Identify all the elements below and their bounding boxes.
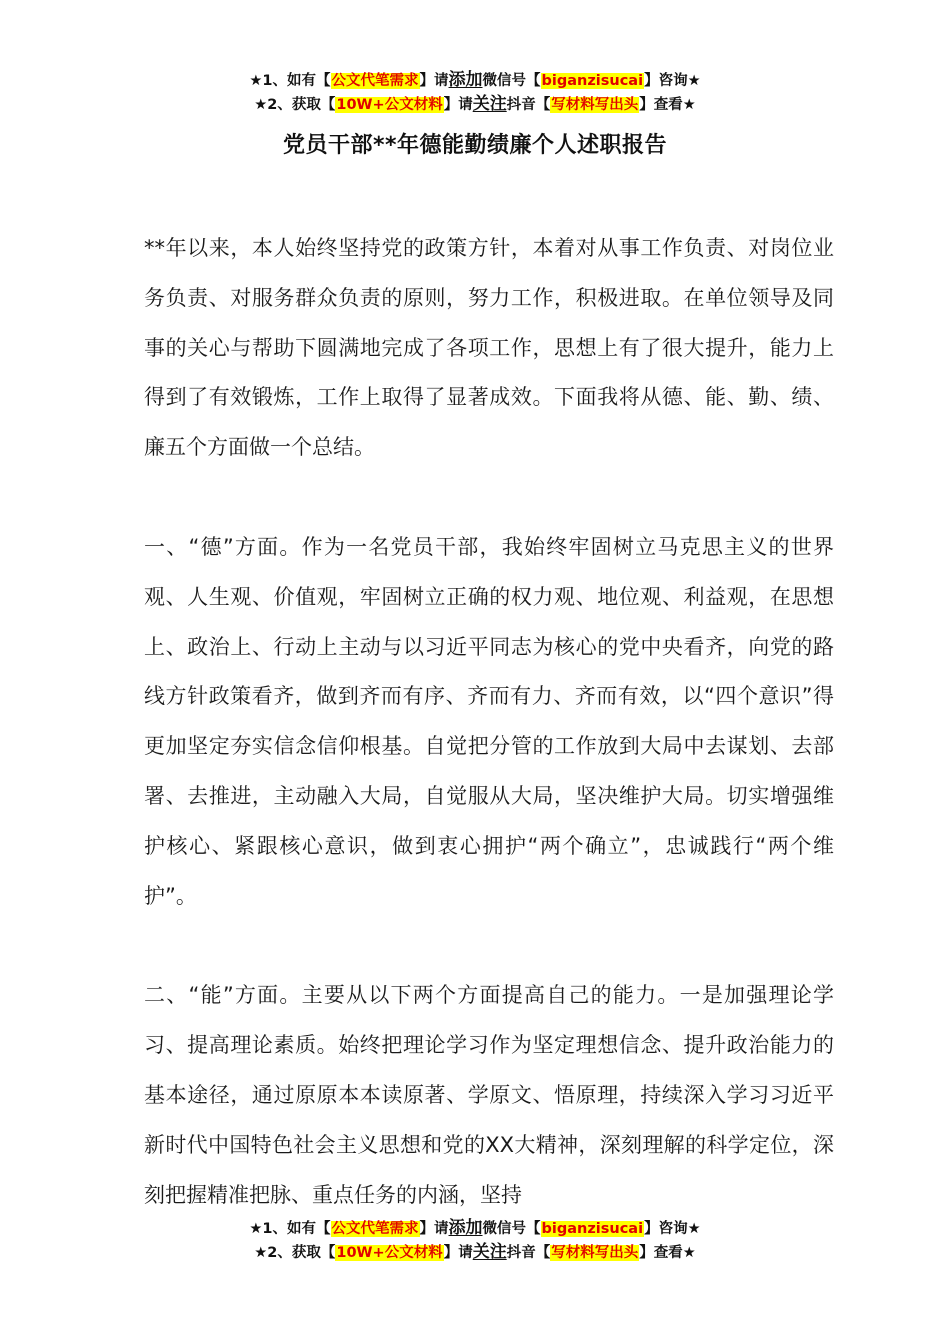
highlight-douyin-account: 写材料写出头 [551,1245,639,1261]
highlight-wechat-id: biganzisucai [541,73,644,89]
highlight-douyin-account: 写材料写出头 [551,97,639,113]
banner-line-2: ★2、获取【10W+公文材料】请关注抖音【写材料写出头】查看★ [254,94,696,114]
footer-ad-banner [0,1216,950,1264]
highlight-service: 公文代笔需求 [331,1221,419,1237]
highlight-wechat-id: biganzisucai [541,1221,644,1237]
highlight-materials: 10W+公文材料 [336,1245,443,1261]
header-ad-banner [0,68,950,116]
banner-line-1: ★1、如有【公文代笔需求】请添加微信号【biganzisucai】咨询★ [249,1218,701,1238]
paragraph-intro: **年以来，本人始终坚持党的政策方针，本着对从事工作负责、对岗位业务负责、对服务群众负责的原则，努力工作，积极进取。在单位领导及同事的关心与帮助下圆满地完成了各项工作，思想上有了很大提升，能力上得到了有效锻炼，工作上取得了显著成效。下面我将从德、能、勤、绩、廉五个方面做一个总结。 [144,236,834,460]
banner-line-2: ★2、获取【10W+公文材料】请关注抖音【写材料写出头】查看★ [254,1242,696,1262]
document-body [144,224,834,1270]
paragraph-neng: 二、“能”方面。主要从以下两个方面提高自己的能力。一是加强理论学习、提高理论素质。始终把理论学习作为坚定理想信念、提升政治能力的基本途径，通过原原本本读原著、学原文、悟原理，持续深入学习习近平新时代中国特色社会主义思想和党的XX大精神，深刻理解的科学定位，深刻把握精准把脉、重点任务的内涵，坚持 [144,983,834,1207]
document-title: 党员干部**年德能勤绩廉个人述职报告 [282,133,667,158]
banner-line-1: ★1、如有【公文代笔需求】请添加微信号【biganzisucai】咨询★ [249,70,701,90]
highlight-materials: 10W+公文材料 [336,97,443,113]
paragraph-de: 一、“德”方面。作为一名党员干部，我始终牢固树立马克思主义的世界观、人生观、价值观，牢固树立正确的权力观、地位观、利益观，在思想上、政治上、行动上主动与以习近平同志为核心的党中央看齐，向党的路线方针政策看齐，做到齐而有序、齐而有力、齐而有效，以“四个意识”得更加坚定夯实信念信仰根基。自觉把分管的工作放到大局中去谋划、去部署、去推进，主动融入大局，自觉服从大局，坚决维护大局。切实增强维护核心、紧跟核心意识，做到衷心拥护“两个确立”，忠诚践行“两个维护”。 [144,534,834,908]
highlight-service: 公文代笔需求 [331,73,419,89]
